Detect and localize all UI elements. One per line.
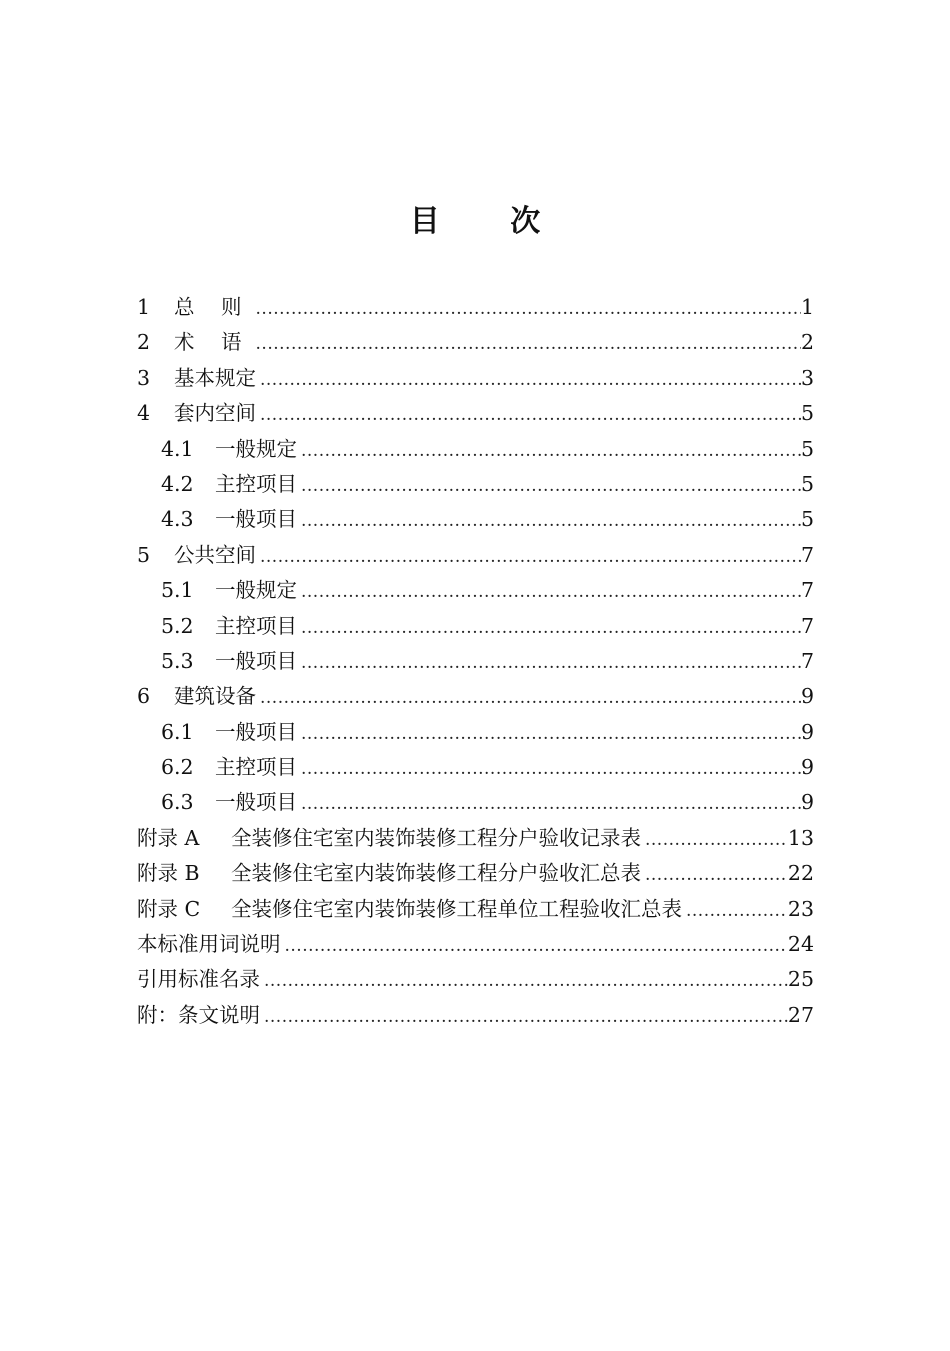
dot-leader [297, 469, 801, 502]
toc-entry[interactable] [137, 502, 814, 537]
toc-entry-title: 一般项目 [215, 790, 297, 815]
toc-entry[interactable] [137, 962, 814, 997]
toc-entry-page: 9 [800, 719, 814, 744]
toc-entry-number: 4.1 [161, 436, 194, 461]
toc-entry[interactable] [137, 856, 814, 891]
toc-entry-title: 一般项目 [215, 648, 297, 673]
page-title: 目 次 [409, 204, 571, 239]
toc-entry[interactable] [137, 573, 814, 608]
toc-entry-title: 建筑设备 [174, 684, 256, 709]
toc-entry-title: 附：条文说明 [137, 1002, 260, 1027]
toc-entry[interactable] [137, 679, 814, 714]
dot-leader [297, 575, 801, 608]
toc-entry[interactable] [137, 998, 814, 1033]
toc-entry[interactable] [137, 821, 814, 856]
dot-leader [252, 292, 801, 325]
toc-entry-page: 22 [787, 861, 814, 886]
toc-entry-number: 2 [137, 330, 151, 355]
toc-entry-page: 9 [800, 790, 814, 815]
toc-entry-title: 全装修住宅室内装饰装修工程单位工程验收汇总表 [231, 896, 682, 921]
toc-entry-page: 23 [787, 896, 814, 921]
toc-entry-number: 5 [137, 542, 151, 567]
toc-entry[interactable] [137, 325, 814, 360]
dot-leader [682, 894, 788, 927]
toc-entry-page: 3 [800, 365, 814, 390]
dot-leader [297, 717, 801, 750]
dot-leader [260, 1000, 788, 1033]
toc-entry-number: 4.3 [161, 507, 194, 532]
toc-entry[interactable] [137, 892, 814, 927]
toc-entry-page: 9 [800, 755, 814, 780]
toc-entry-number: 4.2 [161, 471, 194, 496]
toc-entry-title: 主控项目 [215, 471, 297, 496]
toc-entry-page: 13 [787, 825, 814, 850]
dot-leader [297, 611, 801, 644]
toc-entry-title: 总 则 [174, 295, 252, 319]
toc-entry-page: 5 [800, 401, 814, 426]
toc-entry-number: 附录 B [137, 861, 200, 886]
dot-leader [256, 363, 801, 396]
toc-entry-number: 1 [137, 295, 151, 319]
toc-entry-title: 引用标准名录 [137, 967, 260, 992]
toc-entry-number: 3 [137, 365, 151, 390]
toc-entry[interactable] [137, 609, 814, 644]
toc-entry-number: 5.3 [161, 648, 194, 673]
toc-entry-title: 全装修住宅室内装饰装修工程分户验收记录表 [231, 825, 641, 850]
dot-leader [297, 504, 801, 537]
toc-entry-number: 4 [137, 401, 151, 426]
dot-leader [260, 964, 788, 997]
toc-entry[interactable] [137, 396, 814, 431]
toc-entry[interactable] [137, 927, 814, 962]
toc-entry-page: 5 [800, 436, 814, 461]
toc-entry-page: 2 [800, 330, 814, 355]
dot-leader [256, 540, 801, 573]
dot-leader [281, 929, 788, 962]
toc-entry[interactable] [137, 750, 814, 785]
dot-leader [256, 681, 801, 714]
toc-entry-page: 7 [800, 613, 814, 638]
toc-entry-title: 公共空间 [174, 542, 256, 567]
dot-leader [297, 752, 801, 785]
toc-entry-number: 附录 A [137, 825, 200, 850]
toc-entry-title: 术 语 [174, 330, 252, 355]
toc-entry-page: 27 [787, 1002, 814, 1027]
toc-entry[interactable] [137, 715, 814, 750]
toc-entry-page: 25 [787, 967, 814, 992]
toc-entry[interactable] [137, 361, 814, 396]
toc-entry-number: 5.2 [161, 613, 194, 638]
toc-entry-title: 一般规定 [215, 578, 297, 603]
toc-entry-title: 基本规定 [174, 365, 256, 390]
toc-entry-page: 7 [800, 648, 814, 673]
dot-leader [256, 398, 801, 431]
toc-entry-title: 全装修住宅室内装饰装修工程分户验收汇总表 [231, 861, 641, 886]
toc-entry-page: 24 [787, 932, 814, 957]
toc-entry-page: 9 [800, 684, 814, 709]
toc-entry-title: 一般项目 [215, 719, 297, 744]
dot-leader [297, 646, 801, 679]
dot-leader [297, 434, 801, 467]
toc-entry-number: 6.2 [161, 755, 194, 780]
toc-entry-page: 7 [800, 542, 814, 567]
dot-leader [641, 823, 788, 856]
toc-entry[interactable] [137, 785, 814, 820]
toc-entry-page: 5 [800, 471, 814, 496]
toc-entry-number: 6 [137, 684, 151, 709]
toc-entry-number: 附录 C [137, 896, 201, 921]
dot-leader [252, 327, 801, 360]
toc-entry-title: 一般项目 [215, 507, 297, 532]
toc-entry[interactable] [137, 644, 814, 679]
toc-entry-number: 6.1 [161, 719, 194, 744]
toc-entry-title: 套内空间 [174, 401, 256, 426]
toc-entry[interactable] [137, 538, 814, 573]
toc-entry-title: 主控项目 [215, 755, 297, 780]
dot-leader [641, 858, 788, 891]
toc-entry-number: 5.1 [161, 578, 194, 603]
dot-leader [297, 787, 801, 820]
toc-entry[interactable] [137, 467, 814, 502]
toc-entry-page: 7 [800, 578, 814, 603]
toc-entry-title: 一般规定 [215, 436, 297, 461]
toc-entry-title: 主控项目 [215, 613, 297, 638]
toc-entry-page: 1 [800, 295, 814, 319]
toc-entry-title: 本标准用词说明 [137, 932, 281, 957]
toc-entry[interactable] [137, 290, 814, 325]
toc-entry-number: 6.3 [161, 790, 194, 815]
toc-entry-page: 5 [800, 507, 814, 532]
table-of-contents [137, 290, 814, 1033]
toc-entry[interactable] [137, 432, 814, 467]
